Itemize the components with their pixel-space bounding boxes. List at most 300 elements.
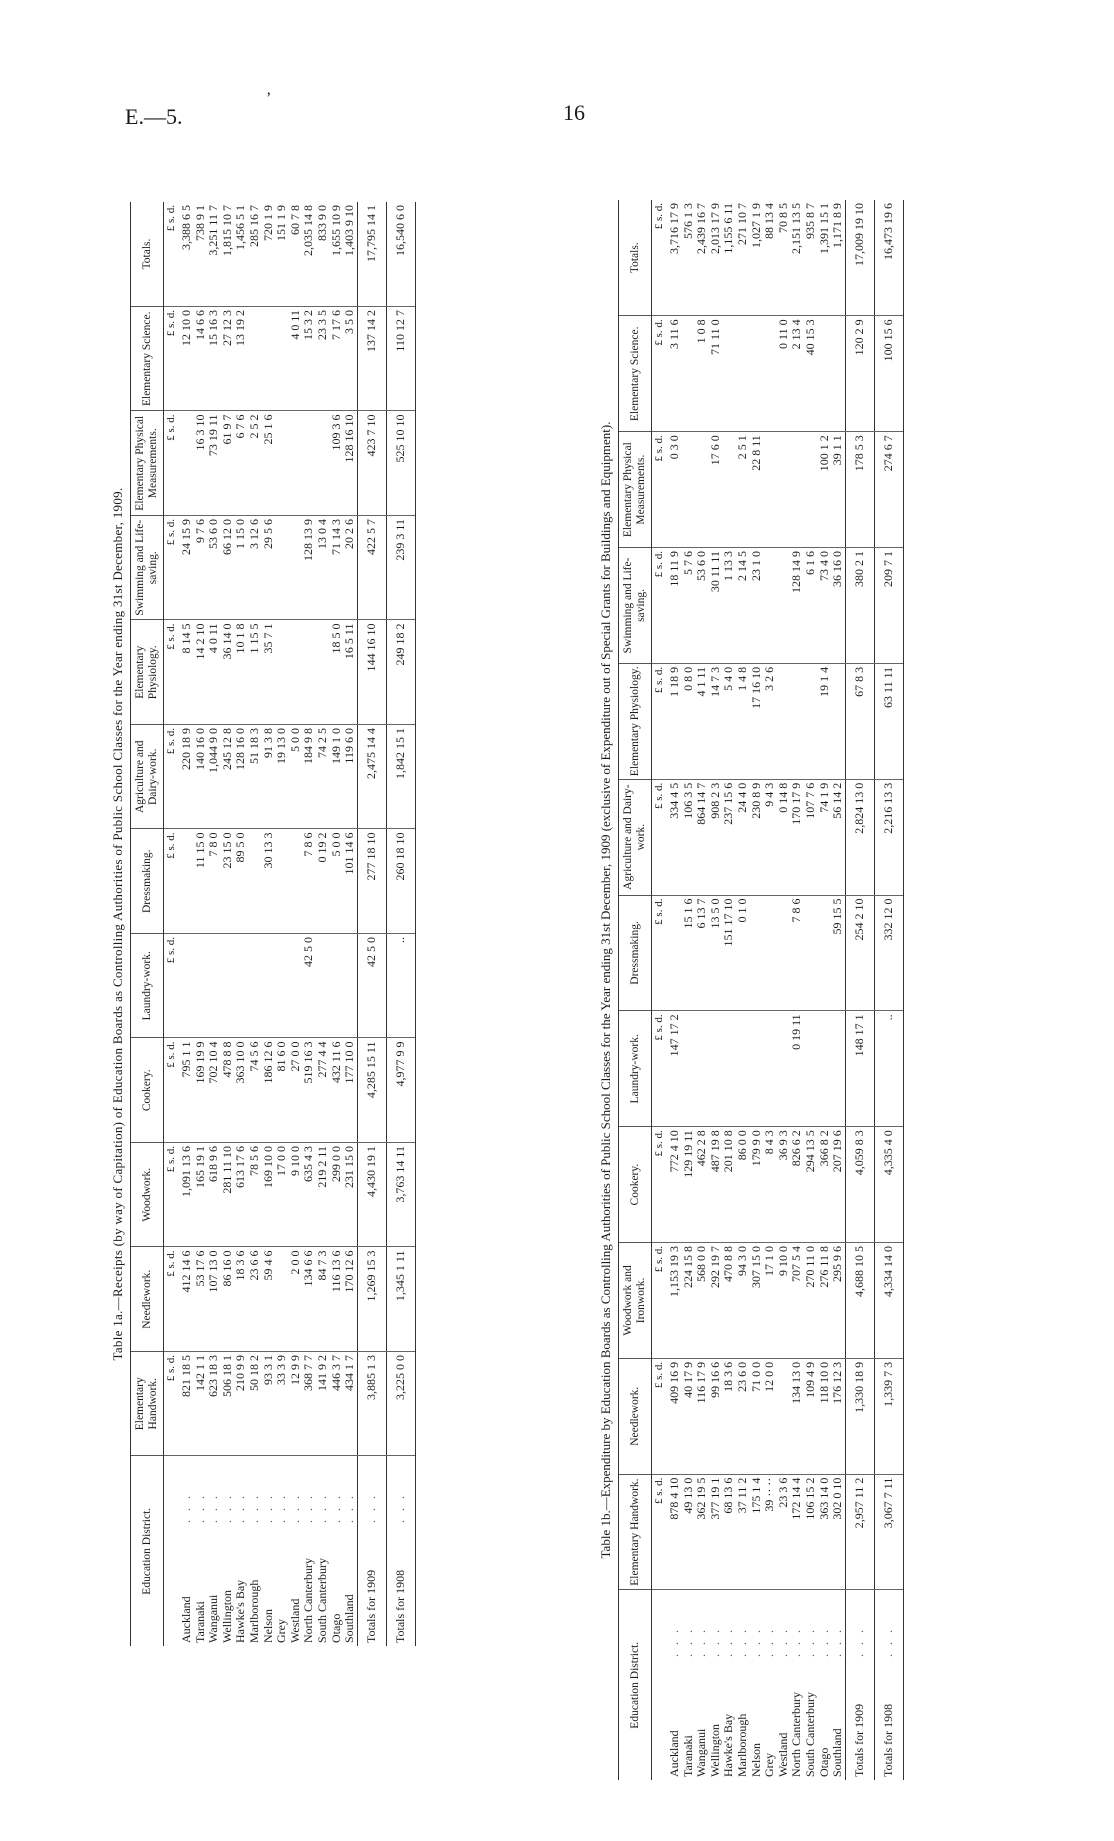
district-name: Southland (830, 1728, 845, 1777)
value-cell: 53 6 0 (207, 516, 221, 621)
value-cell (248, 829, 262, 934)
value-cell: 0 8 0 (682, 663, 696, 779)
value-cell: 24 4 0 (736, 779, 750, 895)
value-cell: 254 2 10 (845, 895, 874, 1011)
leader-dots: . . . (260, 1493, 275, 1523)
value-cell (248, 307, 262, 412)
value-cell: 120 2 9 (845, 316, 874, 432)
table-row (845, 200, 874, 1780)
value-cell: 5 4 0 (722, 663, 736, 779)
value-cell: 16,540 6 0 (386, 202, 415, 307)
district-cell (709, 1590, 723, 1780)
value-cell: 17 16 10 (750, 663, 764, 779)
value-cell (682, 1011, 696, 1127)
value-cell (777, 548, 791, 664)
value-cell: 73 19 11 (207, 411, 221, 516)
table-row (386, 202, 415, 1646)
unit-label: £ s. d. (652, 1243, 669, 1359)
value-cell: 4,688 10 5 (845, 1243, 874, 1359)
district-cell (248, 1456, 262, 1646)
value-cell: 4,059 8 3 (845, 1127, 874, 1243)
value-cell: 6 13 7 (695, 895, 709, 1011)
value-cell: 36 16 0 (831, 548, 845, 664)
leader-dots: . . . (707, 1627, 722, 1657)
value-cell: 12 0 0 (763, 1358, 777, 1474)
leader-dots: . . . (206, 1493, 221, 1523)
value-cell: 50 18 2 (248, 1352, 262, 1457)
value-cell: 71 0 0 (750, 1358, 764, 1474)
value-cell: 17,009 19 10 (845, 200, 874, 316)
value-cell: 106 15 2 (804, 1474, 818, 1590)
value-cell: 14 2 10 (194, 620, 208, 725)
leader-dots: . . . (363, 1493, 378, 1523)
value-cell: 1 15 0 (234, 516, 248, 621)
district-cell (316, 1456, 330, 1646)
district-name: Marlborough (246, 1579, 261, 1643)
leader-dots: . . . (192, 1493, 207, 1523)
value-cell: 1,403 9 10 (343, 202, 357, 307)
leader-dots: . . . (179, 1493, 193, 1523)
leader-dots: . . . (301, 1493, 316, 1523)
value-cell: 274 6 7 (874, 432, 903, 548)
value-cell: 7 17 6 (330, 307, 344, 412)
value-cell: 51 18 3 (248, 725, 262, 830)
value-cell: 295 9 6 (831, 1243, 845, 1359)
table-row (709, 200, 723, 1780)
column-header: Elementary Handwork. (131, 1352, 164, 1457)
value-cell (722, 432, 736, 548)
value-cell: 271 10 7 (736, 200, 750, 316)
value-cell: 0 19 11 (790, 1011, 804, 1127)
value-cell: 53 17 6 (194, 1247, 208, 1352)
district-name: Wellington (219, 1589, 234, 1643)
value-cell: 23 3 5 (316, 307, 330, 412)
column-header: Elementary Science. (619, 316, 652, 432)
value-cell: 363 10 0 (234, 1038, 248, 1143)
value-cell: 29 5 6 (262, 516, 276, 621)
value-cell: 1,171 8 9 (831, 200, 845, 316)
value-cell (343, 934, 357, 1039)
column-header: Agriculture and Dairy-work. (619, 779, 652, 895)
value-cell: 17 0 0 (275, 1143, 289, 1248)
value-cell: 74 2 5 (316, 725, 330, 830)
district-cell (262, 1456, 276, 1646)
value-cell: 110 12 7 (386, 307, 415, 412)
district-cell (763, 1590, 777, 1780)
value-cell: 68 13 6 (722, 1474, 736, 1590)
page-number: 16 (563, 100, 585, 125)
value-cell: 772 4 10 (668, 1127, 682, 1243)
value-cell: 175 1 4 (750, 1474, 764, 1590)
unit-label: £ s. d. (652, 1358, 669, 1474)
value-cell: 170 17 9 (790, 779, 804, 895)
value-cell (831, 1011, 845, 1127)
value-cell: 119 6 0 (343, 725, 357, 830)
value-cell (763, 316, 777, 432)
value-cell: 434 1 7 (343, 1352, 357, 1457)
value-cell: 3 2 6 (763, 663, 777, 779)
value-cell: 13 5 0 (709, 895, 723, 1011)
table-row (207, 202, 221, 1646)
district-cell (180, 1456, 194, 1646)
value-cell: 22 8 11 (750, 432, 764, 548)
district-cell (357, 1456, 386, 1646)
value-cell: 3,763 14 11 (386, 1143, 415, 1248)
value-cell: 260 18 10 (386, 829, 415, 934)
leader-dots: . . . (734, 1627, 749, 1657)
value-cell: 2 14 5 (736, 548, 750, 664)
leader-dots: . . . (680, 1627, 695, 1657)
value-cell (289, 516, 303, 621)
value-cell: 2 13 4 (790, 316, 804, 432)
leader-dots: . . . (789, 1627, 804, 1657)
value-cell: 237 15 6 (722, 779, 736, 895)
table-row (831, 200, 845, 1780)
column-header: Elementary Physiology. (619, 663, 652, 779)
value-cell: 231 15 0 (343, 1143, 357, 1248)
value-cell: 151 17 10 (722, 895, 736, 1011)
unit-label: £ s. d. (164, 829, 181, 934)
value-cell (763, 895, 777, 1011)
value-cell (289, 934, 303, 1039)
column-header: Education District. (131, 1456, 164, 1646)
column-header: Laundry-work. (619, 1011, 652, 1127)
unit-label: £ s. d. (652, 779, 669, 895)
value-cell: 292 19 7 (709, 1243, 723, 1359)
value-cell (180, 934, 194, 1039)
leader-dots: . . . (880, 1627, 895, 1657)
value-cell (709, 1011, 723, 1127)
value-cell: 8 14 5 (180, 620, 194, 725)
value-cell: 86 0 0 (736, 1127, 750, 1243)
district-name: Taranaki (192, 1601, 207, 1643)
table-1b-panel (596, 200, 1026, 1780)
district-cell (818, 1590, 832, 1780)
value-cell: 116 17 9 (695, 1358, 709, 1474)
value-cell (777, 895, 791, 1011)
value-cell: 738 9 1 (194, 202, 208, 307)
value-cell: 94 3 0 (736, 1243, 750, 1359)
value-cell: 1,330 18 9 (845, 1358, 874, 1474)
district-name: Westland (287, 1598, 302, 1643)
value-cell: 363 14 0 (818, 1474, 832, 1590)
value-cell: 70 8 5 (777, 200, 791, 316)
value-cell: 42 5 0 (302, 934, 316, 1039)
value-cell: 23 6 6 (248, 1247, 262, 1352)
value-cell (750, 895, 764, 1011)
leader-dots: . . . (816, 1627, 831, 1657)
value-cell: 74 5 6 (248, 1038, 262, 1143)
district-cell (289, 1456, 303, 1646)
value-cell: 277 4 4 (316, 1038, 330, 1143)
value-cell: 109 4 9 (804, 1358, 818, 1474)
value-cell: 19 1 4 (818, 663, 832, 779)
table-row (275, 202, 289, 1646)
value-cell: 170 12 6 (343, 1247, 357, 1352)
table-row (695, 200, 709, 1780)
table-1a-panel (106, 202, 506, 1646)
value-cell: 276 11 8 (818, 1243, 832, 1359)
column-header: Dressmaking. (619, 895, 652, 1011)
value-cell: 4,285 15 11 (357, 1038, 386, 1143)
table-row (357, 202, 386, 1646)
column-header: Dressmaking. (131, 829, 164, 934)
value-cell: 1,655 10 9 (330, 202, 344, 307)
value-cell: 179 9 0 (750, 1127, 764, 1243)
unit-label: £ s. d. (164, 725, 181, 830)
table-1a (130, 202, 416, 1646)
leader-dots: . . . (762, 1627, 777, 1657)
value-cell: 78 5 6 (248, 1143, 262, 1248)
value-cell: 27 0 0 (289, 1038, 303, 1143)
value-cell: 18 5 0 (330, 620, 344, 725)
stray-mark: ’ (266, 90, 272, 107)
value-cell: 35 7 1 (262, 620, 276, 725)
column-header: Swimming and Life-saving. (131, 516, 164, 621)
value-cell: 377 19 1 (709, 1474, 723, 1590)
district-name: Wanganui (694, 1728, 709, 1777)
value-cell: 432 11 6 (330, 1038, 344, 1143)
value-cell: 2 5 2 (248, 411, 262, 516)
value-cell (831, 316, 845, 432)
value-cell: 60 7 8 (289, 202, 303, 307)
value-cell: 2,475 14 4 (357, 725, 386, 830)
district-name: Auckland (667, 1730, 681, 1777)
column-header: Elementary Physiology. (131, 620, 164, 725)
value-cell: 7 8 6 (790, 895, 804, 1011)
table-1b (618, 200, 904, 1780)
value-cell: 2 0 0 (289, 1247, 303, 1352)
value-cell: 14 6 6 (194, 307, 208, 412)
value-cell (275, 934, 289, 1039)
column-header: Cookery. (131, 1038, 164, 1143)
value-cell (777, 1358, 791, 1474)
value-cell: 141 9 2 (316, 1352, 330, 1457)
value-cell (180, 829, 194, 934)
value-cell (302, 411, 316, 516)
value-cell: 209 7 1 (874, 548, 903, 664)
value-cell: 93 3 1 (262, 1352, 276, 1457)
value-cell: 39 1 1 (831, 432, 845, 548)
value-cell: 1,027 1 9 (750, 200, 764, 316)
table-row (818, 200, 832, 1780)
table-row (302, 202, 316, 1646)
value-cell: 88 13 4 (763, 200, 777, 316)
value-cell: 864 14 7 (695, 779, 709, 895)
value-cell (831, 663, 845, 779)
value-cell: 106 3 5 (682, 779, 696, 895)
value-cell: 36 14 0 (221, 620, 235, 725)
value-cell: 101 14 6 (343, 829, 357, 934)
table-row (750, 200, 764, 1780)
leader-dots: . . . (392, 1493, 407, 1523)
value-cell (207, 934, 221, 1039)
value-cell: 86 16 0 (221, 1247, 235, 1352)
district-name: Nelson (260, 1609, 275, 1643)
page-code: E.—5. (125, 104, 183, 129)
district-cell (343, 1456, 357, 1646)
table-1b-caption: Table 1b.—Expenditure by Education Boards as Controlling Authorities of Public School Classes for the Year ending 31st December, 1909 (exclusive of Expenditure out of Special Grants for Buildings and Equipment). (598, 421, 613, 1559)
table-row (289, 202, 303, 1646)
value-cell: 1,153 19 3 (668, 1243, 682, 1359)
value-cell: 30 11 11 (709, 548, 723, 664)
value-cell: 3,885 1 3 (357, 1352, 386, 1457)
value-cell: 169 19 9 (194, 1038, 208, 1143)
value-cell: .. (874, 1011, 903, 1127)
unit-label: £ s. d. (164, 202, 181, 307)
table-row (722, 200, 736, 1780)
table-row (330, 202, 344, 1646)
value-cell: 576 1 3 (682, 200, 696, 316)
value-cell: 10 1 8 (234, 620, 248, 725)
value-cell (316, 411, 330, 516)
column-header: Totals. (131, 202, 164, 307)
value-cell (262, 307, 276, 412)
value-cell: 137 14 2 (357, 307, 386, 412)
value-cell: 6 1 6 (804, 548, 818, 664)
value-cell: 128 16 0 (234, 725, 248, 830)
value-cell: 4 0 11 (289, 307, 303, 412)
value-cell: 519 16 3 (302, 1038, 316, 1143)
value-cell: 71 11 0 (709, 316, 723, 432)
value-cell: 107 7 6 (804, 779, 818, 895)
value-cell: 368 7 7 (302, 1352, 316, 1457)
value-cell: 2,216 13 3 (874, 779, 903, 895)
value-cell: 39 ·· ·· (763, 1474, 777, 1590)
value-cell: 100 15 6 (874, 316, 903, 432)
value-cell: 1,091 13 6 (180, 1143, 194, 1248)
value-cell: 128 16 10 (343, 411, 357, 516)
value-cell: 140 16 0 (194, 725, 208, 830)
district-cell (194, 1456, 208, 1646)
value-cell: 18 3 6 (722, 1358, 736, 1474)
table-row (804, 200, 818, 1780)
value-cell: 4 0 11 (207, 620, 221, 725)
value-cell: 2,035 14 8 (302, 202, 316, 307)
value-cell: 462 2 8 (695, 1127, 709, 1243)
value-cell: 1 0 8 (695, 316, 709, 432)
district-name: Hawke's Bay (721, 1713, 736, 1777)
district-cell (874, 1590, 903, 1780)
value-cell: 1,842 15 1 (386, 725, 415, 830)
value-cell: 1,044 9 0 (207, 725, 221, 830)
value-cell: 635 4 3 (302, 1143, 316, 1248)
value-cell: 19 13 0 (275, 725, 289, 830)
value-cell: 707 5 4 (790, 1243, 804, 1359)
leader-dots: . . . (748, 1627, 763, 1657)
value-cell: 27 12 3 (221, 307, 235, 412)
value-cell: 30 13 3 (262, 829, 276, 934)
value-cell (316, 934, 330, 1039)
value-cell: 116 13 6 (330, 1247, 344, 1352)
value-cell (275, 829, 289, 934)
value-cell (790, 432, 804, 548)
value-cell: 61 9 7 (221, 411, 235, 516)
value-cell: 15 1 6 (682, 895, 696, 1011)
district-cell (668, 1590, 682, 1780)
table-row (736, 200, 750, 1780)
column-header: Elementary Science. (131, 307, 164, 412)
value-cell: 3 11 6 (668, 316, 682, 432)
value-cell: 147 17 2 (668, 1011, 682, 1127)
value-cell: 9 10 0 (777, 1243, 791, 1359)
district-cell (804, 1590, 818, 1780)
district-name: Marlborough (734, 1713, 749, 1777)
value-cell (763, 548, 777, 664)
value-cell: 3,225 0 0 (386, 1352, 415, 1457)
value-cell: 17,795 14 1 (357, 202, 386, 307)
district-cell (330, 1456, 344, 1646)
value-cell: 0 3 0 (668, 432, 682, 548)
leader-dots: . . . (721, 1627, 736, 1657)
table-row (316, 202, 330, 1646)
value-cell: 1,155 6 11 (722, 200, 736, 316)
value-cell: 16 3 10 (194, 411, 208, 516)
leader-dots: . . . (314, 1493, 329, 1523)
value-cell: 13 0 4 (316, 516, 330, 621)
unit-label: £ s. d. (164, 516, 181, 621)
value-cell (289, 829, 303, 934)
value-cell: 15 16 3 (207, 307, 221, 412)
value-cell: 142 1 1 (194, 1352, 208, 1457)
table-row (668, 200, 682, 1780)
value-cell: 59 4 6 (262, 1247, 276, 1352)
value-cell: 18 3 6 (234, 1247, 248, 1352)
unit-label: £ s. d. (164, 1352, 181, 1457)
value-cell: 219 2 11 (316, 1143, 330, 1248)
value-cell: 81 6 0 (275, 1038, 289, 1143)
leader-dots: . . . (830, 1627, 845, 1657)
value-cell: 37 11 2 (736, 1474, 750, 1590)
value-cell: 33 3 9 (275, 1352, 289, 1457)
value-cell: 11 15 0 (194, 829, 208, 934)
leader-dots: . . . (851, 1627, 866, 1657)
unit-label: £ s. d. (652, 1127, 669, 1243)
leader-dots: . . . (233, 1493, 248, 1523)
value-cell: 5 0 0 (289, 725, 303, 830)
column-header: Agriculture and Dairy-work. (131, 725, 164, 830)
table-row (194, 202, 208, 1646)
value-cell: 795 1 1 (180, 1038, 194, 1143)
value-cell: 230 8 9 (750, 779, 764, 895)
district-cell (302, 1456, 316, 1646)
value-cell: 446 3 7 (330, 1352, 344, 1457)
district-name: Otago (816, 1747, 831, 1777)
value-cell: 14 7 3 (709, 663, 723, 779)
district-name: Auckland (179, 1596, 193, 1643)
district-cell (386, 1456, 415, 1646)
value-cell: 613 17 6 (234, 1143, 248, 1248)
unit-label: £ s. d. (652, 1011, 669, 1127)
value-cell (750, 1011, 764, 1127)
value-cell: 623 18 3 (207, 1352, 221, 1457)
value-cell (736, 316, 750, 432)
value-cell: 2,439 16 7 (695, 200, 709, 316)
value-cell: 249 18 2 (386, 620, 415, 725)
district-name: Totals for 1908 (392, 1569, 407, 1643)
value-cell (248, 934, 262, 1039)
table-row (763, 200, 777, 1780)
value-cell: 1 18 9 (668, 663, 682, 779)
value-cell: 23 15 0 (221, 829, 235, 934)
value-cell: 149 1 0 (330, 725, 344, 830)
value-cell: 702 10 4 (207, 1038, 221, 1143)
value-cell: 89 5 0 (234, 829, 248, 934)
value-cell (736, 1011, 750, 1127)
district-name: Southland (342, 1594, 357, 1643)
value-cell: 281 11 10 (221, 1143, 235, 1248)
value-cell: 245 12 8 (221, 725, 235, 830)
